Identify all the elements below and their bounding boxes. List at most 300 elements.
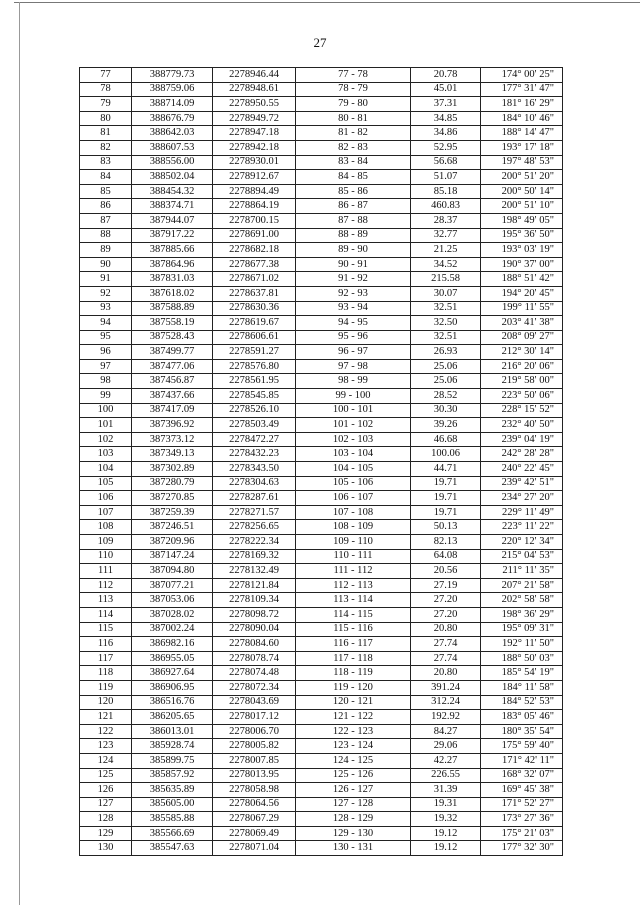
table-row [80,535,563,550]
segment-cell: 97 - 98 [296,359,411,374]
direction-angle-cell: 177° 31' 47" [481,82,563,97]
x-coordinate-cell: 387147.24 [132,549,213,564]
point-number-cell: 125 [80,768,132,783]
table-row [80,841,563,856]
table-row [80,753,563,768]
point-number-cell: 130 [80,841,132,856]
table-row [80,724,563,739]
segment-cell: 88 - 89 [296,228,411,243]
table-row [80,651,563,666]
segment-cell: 128 - 129 [296,812,411,827]
direction-angle-cell: 195° 36' 50" [481,228,563,243]
y-coordinate-cell: 2278067.29 [213,812,296,827]
x-coordinate-cell: 385585.88 [132,812,213,827]
table-row [80,82,563,97]
length-cell: 27.20 [411,607,481,622]
length-cell: 26.93 [411,345,481,360]
length-cell: 19.71 [411,476,481,491]
table-row [80,68,563,83]
x-coordinate-cell: 388556.00 [132,155,213,170]
point-number-cell: 124 [80,753,132,768]
table-row [80,243,563,258]
y-coordinate-cell: 2278948.61 [213,82,296,97]
segment-cell: 85 - 86 [296,184,411,199]
segment-cell: 99 - 100 [296,389,411,404]
x-coordinate-cell: 387417.09 [132,403,213,418]
direction-angle-cell: 188° 50' 03" [481,651,563,666]
point-number-cell: 90 [80,257,132,272]
point-number-cell: 109 [80,535,132,550]
direction-angle-cell: 185° 54' 19" [481,666,563,681]
table-row [80,330,563,345]
y-coordinate-cell: 2278930.01 [213,155,296,170]
table-row [80,155,563,170]
length-cell: 82.13 [411,535,481,550]
x-coordinate-cell: 387831.03 [132,272,213,287]
length-cell: 30.30 [411,403,481,418]
x-coordinate-cell: 387917.22 [132,228,213,243]
segment-cell: 96 - 97 [296,345,411,360]
table-row [80,549,563,564]
x-coordinate-cell: 387259.39 [132,505,213,520]
segment-cell: 127 - 128 [296,797,411,812]
table-row [80,301,563,316]
direction-angle-cell: 192° 11' 50" [481,637,563,652]
table-row [80,359,563,374]
segment-cell: 103 - 104 [296,447,411,462]
y-coordinate-cell: 2278637.81 [213,286,296,301]
point-number-cell: 121 [80,710,132,725]
point-number-cell: 79 [80,97,132,112]
x-coordinate-cell: 388374.71 [132,199,213,214]
x-coordinate-cell: 387528.43 [132,330,213,345]
y-coordinate-cell: 2278007.85 [213,753,296,768]
point-number-cell: 128 [80,812,132,827]
segment-cell: 130 - 131 [296,841,411,856]
segment-cell: 94 - 95 [296,316,411,331]
length-cell: 46.68 [411,432,481,447]
point-number-cell: 92 [80,286,132,301]
y-coordinate-cell: 2278700.15 [213,213,296,228]
direction-angle-cell: 171° 42' 11" [481,753,563,768]
table-row [80,213,563,228]
y-coordinate-cell: 2278084.60 [213,637,296,652]
direction-angle-cell: 232° 40' 50" [481,418,563,433]
y-coordinate-cell: 2278078.74 [213,651,296,666]
length-cell: 85.18 [411,184,481,199]
direction-angle-cell: 175° 21' 03" [481,826,563,841]
segment-cell: 110 - 111 [296,549,411,564]
segment-cell: 121 - 122 [296,710,411,725]
y-coordinate-cell: 2278503.49 [213,418,296,433]
x-coordinate-cell: 387558.19 [132,316,213,331]
length-cell: 34.52 [411,257,481,272]
segment-cell: 118 - 119 [296,666,411,681]
y-coordinate-cell: 2278947.18 [213,126,296,141]
point-number-cell: 107 [80,505,132,520]
y-coordinate-cell: 2278912.67 [213,170,296,185]
direction-angle-cell: 184° 52' 53" [481,695,563,710]
table-row [80,695,563,710]
page-number: 27 [313,35,327,50]
y-coordinate-cell: 2278691.00 [213,228,296,243]
x-coordinate-cell: 387618.02 [132,286,213,301]
table-row [80,403,563,418]
y-coordinate-cell: 2278071.04 [213,841,296,856]
length-cell: 84.27 [411,724,481,739]
direction-angle-cell: 239° 04' 19" [481,432,563,447]
table-row [80,476,563,491]
length-cell: 52.95 [411,140,481,155]
table-row [80,389,563,404]
point-number-cell: 88 [80,228,132,243]
point-number-cell: 104 [80,462,132,477]
x-coordinate-cell: 387373.12 [132,432,213,447]
direction-angle-cell: 203° 41' 38" [481,316,563,331]
table-row [80,316,563,331]
direction-angle-cell: 229° 11' 49" [481,505,563,520]
y-coordinate-cell: 2278005.82 [213,739,296,754]
table-row [80,432,563,447]
table-row [80,272,563,287]
direction-angle-cell: 181° 16' 29" [481,97,563,112]
length-cell: 51.07 [411,170,481,185]
segment-cell: 114 - 115 [296,607,411,622]
table-row [80,257,563,272]
length-cell: 25.06 [411,359,481,374]
length-cell: 215.58 [411,272,481,287]
x-coordinate-cell: 386516.76 [132,695,213,710]
table-row [80,199,563,214]
point-number-cell: 113 [80,593,132,608]
direction-angle-cell: 212° 30' 14" [481,345,563,360]
point-number-cell: 102 [80,432,132,447]
x-coordinate-cell: 385547.63 [132,841,213,856]
length-cell: 460.83 [411,199,481,214]
length-cell: 21.25 [411,243,481,258]
y-coordinate-cell: 2278526.10 [213,403,296,418]
point-number-cell: 117 [80,651,132,666]
point-number-cell: 108 [80,520,132,535]
segment-cell: 112 - 113 [296,578,411,593]
x-coordinate-cell: 387053.06 [132,593,213,608]
y-coordinate-cell: 2278946.44 [213,68,296,83]
x-coordinate-cell: 385928.74 [132,739,213,754]
table-row [80,418,563,433]
point-number-cell: 105 [80,476,132,491]
length-cell: 28.52 [411,389,481,404]
table-row [80,680,563,695]
y-coordinate-cell: 2278109.34 [213,593,296,608]
point-number-cell: 83 [80,155,132,170]
x-coordinate-cell: 387246.51 [132,520,213,535]
length-cell: 20.56 [411,564,481,579]
direction-angle-cell: 190° 37' 00" [481,257,563,272]
x-coordinate-cell: 387885.66 [132,243,213,258]
point-number-cell: 106 [80,491,132,506]
length-cell: 32.77 [411,228,481,243]
direction-angle-cell: 234° 27' 20" [481,491,563,506]
x-coordinate-cell: 385857.92 [132,768,213,783]
segment-cell: 129 - 130 [296,826,411,841]
y-coordinate-cell: 2278287.61 [213,491,296,506]
point-number-cell: 114 [80,607,132,622]
y-coordinate-cell: 2278894.49 [213,184,296,199]
segment-cell: 89 - 90 [296,243,411,258]
direction-angle-cell: 239° 42' 51" [481,476,563,491]
x-coordinate-cell: 386906.95 [132,680,213,695]
segment-cell: 125 - 126 [296,768,411,783]
direction-angle-cell: 228° 15' 52" [481,403,563,418]
direction-angle-cell: 173° 27' 36" [481,812,563,827]
point-number-cell: 116 [80,637,132,652]
y-coordinate-cell: 2278256.65 [213,520,296,535]
table-row [80,286,563,301]
x-coordinate-cell: 386205.65 [132,710,213,725]
direction-angle-cell: 211° 11' 35" [481,564,563,579]
x-coordinate-cell: 388714.09 [132,97,213,112]
segment-cell: 84 - 85 [296,170,411,185]
segment-cell: 108 - 109 [296,520,411,535]
y-coordinate-cell: 2278006.70 [213,724,296,739]
x-coordinate-cell: 387302.89 [132,462,213,477]
y-coordinate-cell: 2278090.04 [213,622,296,637]
point-number-cell: 129 [80,826,132,841]
x-coordinate-cell: 387094.80 [132,564,213,579]
length-cell: 192.92 [411,710,481,725]
x-coordinate-cell: 387209.96 [132,535,213,550]
x-coordinate-cell: 387077.21 [132,578,213,593]
segment-cell: 126 - 127 [296,783,411,798]
point-number-cell: 81 [80,126,132,141]
y-coordinate-cell: 2278432.23 [213,447,296,462]
table-row [80,111,563,126]
point-number-cell: 119 [80,680,132,695]
direction-angle-cell: 193° 17' 18" [481,140,563,155]
direction-angle-cell: 223° 50' 06" [481,389,563,404]
segment-cell: 92 - 93 [296,286,411,301]
y-coordinate-cell: 2278606.61 [213,330,296,345]
x-coordinate-cell: 387477.06 [132,359,213,374]
segment-cell: 104 - 105 [296,462,411,477]
point-number-cell: 126 [80,783,132,798]
direction-angle-cell: 194° 20' 45" [481,286,563,301]
point-number-cell: 123 [80,739,132,754]
y-coordinate-cell: 2278013.95 [213,768,296,783]
length-cell: 50.13 [411,520,481,535]
segment-cell: 80 - 81 [296,111,411,126]
point-number-cell: 99 [80,389,132,404]
y-coordinate-cell: 2278072.34 [213,680,296,695]
point-number-cell: 122 [80,724,132,739]
y-coordinate-cell: 2278064.56 [213,797,296,812]
segment-cell: 102 - 103 [296,432,411,447]
x-coordinate-cell: 387437.66 [132,389,213,404]
x-coordinate-cell: 387456.87 [132,374,213,389]
y-coordinate-cell: 2278864.19 [213,199,296,214]
direction-angle-cell: 195° 09' 31" [481,622,563,637]
point-number-cell: 87 [80,213,132,228]
point-number-cell: 80 [80,111,132,126]
segment-cell: 93 - 94 [296,301,411,316]
direction-angle-cell: 200° 51' 20" [481,170,563,185]
y-coordinate-cell: 2278069.49 [213,826,296,841]
length-cell: 44.71 [411,462,481,477]
direction-angle-cell: 169° 45' 38" [481,783,563,798]
length-cell: 19.12 [411,826,481,841]
length-cell: 45.01 [411,82,481,97]
point-number-cell: 127 [80,797,132,812]
table-row [80,578,563,593]
direction-angle-cell: 184° 10' 46" [481,111,563,126]
point-number-cell: 94 [80,316,132,331]
direction-angle-cell: 175° 59' 40" [481,739,563,754]
x-coordinate-cell: 387028.02 [132,607,213,622]
x-coordinate-cell: 388642.03 [132,126,213,141]
y-coordinate-cell: 2278121.84 [213,578,296,593]
length-cell: 30.07 [411,286,481,301]
y-coordinate-cell: 2278058.98 [213,783,296,798]
y-coordinate-cell: 2278304.63 [213,476,296,491]
segment-cell: 98 - 99 [296,374,411,389]
table-row [80,447,563,462]
table-row [80,739,563,754]
point-number-cell: 78 [80,82,132,97]
table-row [80,666,563,681]
length-cell: 25.06 [411,374,481,389]
segment-cell: 105 - 106 [296,476,411,491]
direction-angle-cell: 168° 32' 07" [481,768,563,783]
x-coordinate-cell: 387864.96 [132,257,213,272]
segment-cell: 79 - 80 [296,97,411,112]
y-coordinate-cell: 2278545.85 [213,389,296,404]
direction-angle-cell: 199° 11' 55" [481,301,563,316]
x-coordinate-cell: 386982.16 [132,637,213,652]
length-cell: 32.51 [411,301,481,316]
point-number-cell: 95 [80,330,132,345]
segment-cell: 120 - 121 [296,695,411,710]
direction-angle-cell: 200° 50' 14" [481,184,563,199]
direction-angle-cell: 198° 49' 05" [481,213,563,228]
segment-cell: 78 - 79 [296,82,411,97]
segment-cell: 124 - 125 [296,753,411,768]
table-row [80,622,563,637]
x-coordinate-cell: 386013.01 [132,724,213,739]
length-cell: 42.27 [411,753,481,768]
table-row [80,228,563,243]
length-cell: 20.80 [411,666,481,681]
point-number-cell: 96 [80,345,132,360]
length-cell: 19.32 [411,812,481,827]
x-coordinate-cell: 387349.13 [132,447,213,462]
segment-cell: 101 - 102 [296,418,411,433]
table-row [80,768,563,783]
y-coordinate-cell: 2278949.72 [213,111,296,126]
length-cell: 27.19 [411,578,481,593]
length-cell: 27.74 [411,651,481,666]
y-coordinate-cell: 2278017.12 [213,710,296,725]
segment-cell: 122 - 123 [296,724,411,739]
table-row [80,97,563,112]
segment-cell: 111 - 112 [296,564,411,579]
point-number-cell: 103 [80,447,132,462]
direction-angle-cell: 220° 12' 34" [481,535,563,550]
length-cell: 19.12 [411,841,481,856]
point-number-cell: 97 [80,359,132,374]
direction-angle-cell: 198° 36' 29" [481,607,563,622]
segment-cell: 91 - 92 [296,272,411,287]
segment-cell: 100 - 101 [296,403,411,418]
y-coordinate-cell: 2278098.72 [213,607,296,622]
x-coordinate-cell: 385605.00 [132,797,213,812]
x-coordinate-cell: 388502.04 [132,170,213,185]
y-coordinate-cell: 2278074.48 [213,666,296,681]
table-row [80,170,563,185]
length-cell: 27.20 [411,593,481,608]
y-coordinate-cell: 2278472.27 [213,432,296,447]
length-cell: 100.06 [411,447,481,462]
point-number-cell: 91 [80,272,132,287]
direction-angle-cell: 216° 20' 06" [481,359,563,374]
length-cell: 20.78 [411,68,481,83]
y-coordinate-cell: 2278043.69 [213,695,296,710]
point-number-cell: 100 [80,403,132,418]
x-coordinate-cell: 386927.64 [132,666,213,681]
segment-cell: 116 - 117 [296,637,411,652]
length-cell: 39.26 [411,418,481,433]
table-row [80,637,563,652]
length-cell: 32.51 [411,330,481,345]
table-row [80,374,563,389]
x-coordinate-cell: 387944.07 [132,213,213,228]
table-row [80,345,563,360]
direction-angle-cell: 183° 05' 46" [481,710,563,725]
x-coordinate-cell: 387588.89 [132,301,213,316]
point-number-cell: 101 [80,418,132,433]
y-coordinate-cell: 2278677.38 [213,257,296,272]
y-coordinate-cell: 2278950.55 [213,97,296,112]
segment-cell: 109 - 110 [296,535,411,550]
length-cell: 34.85 [411,111,481,126]
table-row [80,812,563,827]
direction-angle-cell: 177° 32' 30" [481,841,563,856]
point-number-cell: 115 [80,622,132,637]
segment-cell: 95 - 96 [296,330,411,345]
segment-cell: 81 - 82 [296,126,411,141]
x-coordinate-cell: 388676.79 [132,111,213,126]
direction-angle-cell: 200° 51' 10" [481,199,563,214]
point-number-cell: 82 [80,140,132,155]
direction-angle-cell: 223° 11' 22" [481,520,563,535]
direction-angle-cell: 219° 58' 00" [481,374,563,389]
x-coordinate-cell: 388454.32 [132,184,213,199]
segment-cell: 117 - 118 [296,651,411,666]
point-number-cell: 89 [80,243,132,258]
length-cell: 31.39 [411,783,481,798]
x-coordinate-cell: 385635.89 [132,783,213,798]
y-coordinate-cell: 2278671.02 [213,272,296,287]
direction-angle-cell: 215° 04' 53" [481,549,563,564]
length-cell: 312.24 [411,695,481,710]
direction-angle-cell: 180° 35' 54" [481,724,563,739]
coordinates-table [79,67,563,856]
direction-angle-cell: 202° 58' 58" [481,593,563,608]
table-row [80,710,563,725]
x-coordinate-cell: 387280.79 [132,476,213,491]
direction-angle-cell: 193° 03' 19" [481,243,563,258]
point-number-cell: 120 [80,695,132,710]
point-number-cell: 84 [80,170,132,185]
